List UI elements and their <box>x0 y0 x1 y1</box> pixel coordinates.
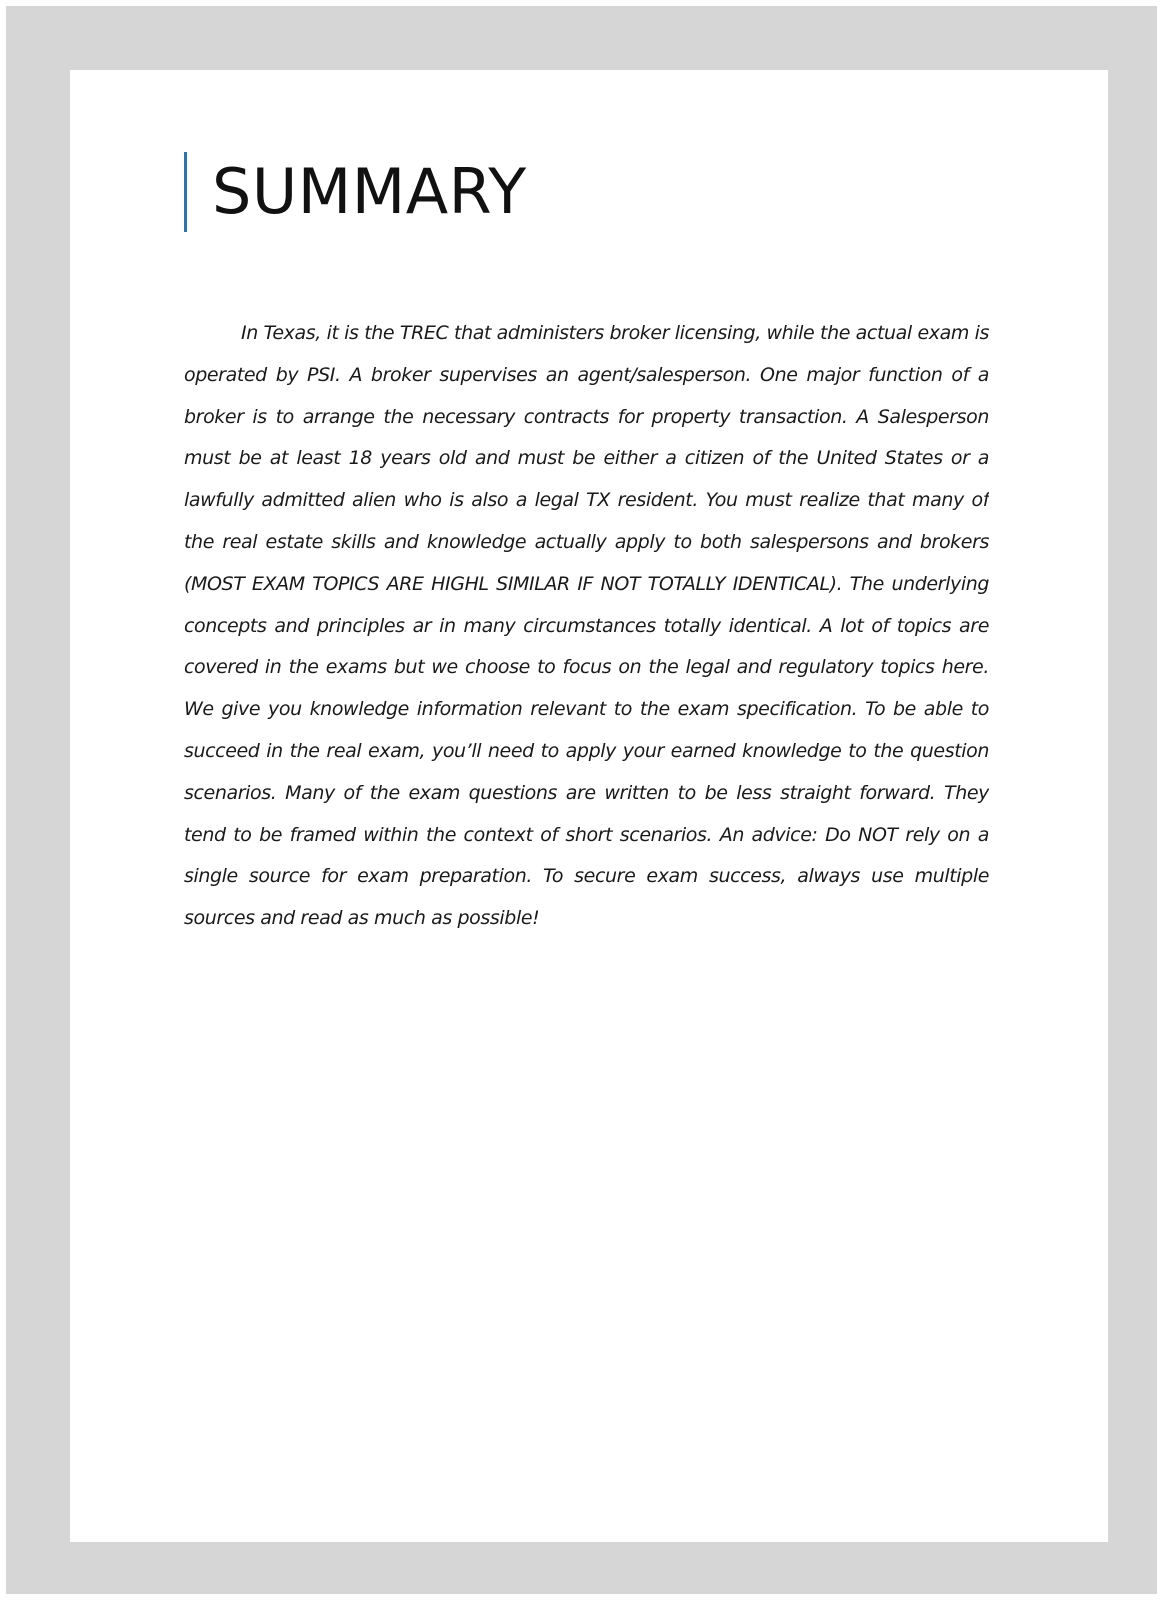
title-accent-bar <box>184 152 187 232</box>
document-page <box>70 70 1108 1542</box>
page-title: SUMMARY <box>212 155 527 228</box>
summary-paragraph: In Texas, it is the TREC that administers broker licensing, while the actual exam is operated by PSI. A broker supervises an agent/salesperson. One major function of a broker is to arrange the necessary contracts for property transaction. A Salesperson must be at least 18 years old and must be either a citizen of the United States or a lawfully admitted alien who is also a legal TX resident. You must realize that many of the real estate skills and knowledge actually apply to both salespersons and brokers (MOST EXAM TOPICS ARE HIGHL SIMILAR IF NOT TOTALLY IDENTICAL). The underlying concepts and principles ar in many circumstances totally identical. A lot of topics are covered in the exams but we choose to focus on the legal and regulatory topics here. We give you knowledge information relevant to the exam specification. To be able to succeed in the real exam, you’ll need to apply your earned knowledge to the question scenarios. Many of the exam questions are written to be less straight forward. They tend to be framed within the context of short scenarios. An advice: Do NOT rely on a single source for exam preparation. To secure exam success, always use multiple sources and read as much as possible! <box>184 322 989 930</box>
page-frame <box>6 6 1157 1594</box>
